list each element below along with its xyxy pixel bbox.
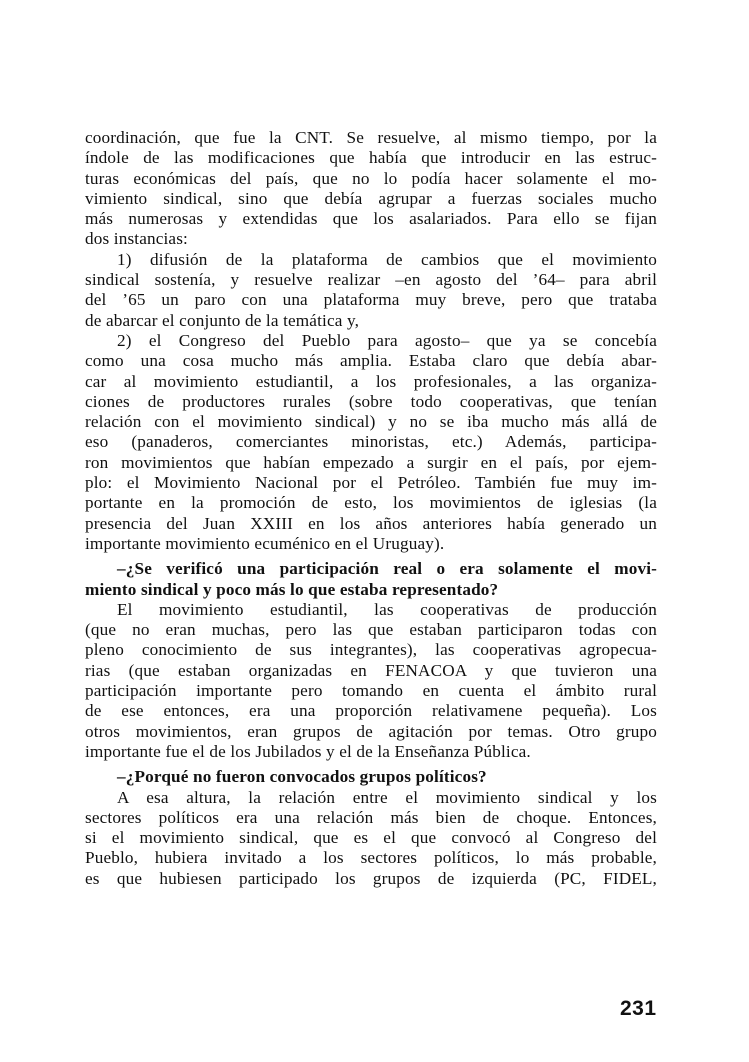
- question-line: miento sindical y poco más lo que estaba representado?: [85, 579, 499, 599]
- text-line: 2) el Congreso del Pueblo para agosto– que ya se concebía: [117, 330, 657, 350]
- text-line: turas económicas del país, que no lo podía hacer solamente el mo-: [85, 168, 657, 188]
- text-line: sindical sostenía, y resuelve realizar –en agosto del ’64– para abril: [85, 270, 657, 290]
- text-line: presencia del Juan XXIII en los años anteriores había generado un: [85, 513, 657, 533]
- text-line: plo: el Movimiento Nacional por el Petróleo. También fue muy im-: [85, 473, 657, 493]
- text-line: A esa altura, la relación entre el movimiento sindical y los: [117, 787, 657, 807]
- text-line: ron movimientos que habían empezado a surgir en el país, por ejem-: [85, 452, 657, 472]
- body-text: [85, 128, 657, 889]
- text-line: pleno conocimiento de sus integrantes), las cooperativas agropecua-: [85, 640, 657, 660]
- text-line: del ’65 un paro con una plataforma muy breve, pero que trataba: [85, 290, 657, 310]
- text-line: 1) difusión de la plataforma de cambios que el movimiento: [117, 249, 657, 269]
- page-number: 231: [620, 997, 657, 1020]
- text-line: ciones de productores rurales (sobre todo cooperativas, que tenían: [85, 391, 657, 411]
- text-line: eso (panaderos, comerciantes minoristas, etc.) Además, participa-: [85, 432, 657, 452]
- text-line: Pueblo, hubiera invitado a los sectores políticos, lo más probable,: [85, 848, 657, 868]
- text-line: si el movimiento sindical, que es el que convocó al Congreso del: [85, 828, 657, 848]
- text-line: otros movimientos, eran grupos de agitación por temas. Otro grupo: [85, 721, 657, 741]
- text-line: de ese entonces, era una proporción relativamene pequeña). Los: [85, 701, 657, 721]
- text-line: relación con el movimiento sindical) y no se iba mucho más allá de: [85, 412, 657, 432]
- text-line: sectores políticos era una relación más bien de choque. Entonces,: [85, 807, 657, 827]
- text-line: (que no eran muchas, pero las que estaban participaron todas con: [85, 620, 657, 640]
- text-line: coordinación, que fue la CNT. Se resuelve, al mismo tiempo, por la: [85, 128, 657, 147]
- question-line: –¿Se verificó una participación real o era solamente el movi-: [117, 559, 657, 579]
- text-line: El movimiento estudiantil, las cooperativas de producción: [117, 599, 657, 619]
- text-line: más numerosas y extendidas que los asalariados. Para ello se fijan: [85, 209, 657, 229]
- text-line: de abarcar el conjunto de la temática y,: [85, 310, 360, 330]
- text-line: vimiento sindical, sino que debía agrupar a fuerzas sociales mucho: [85, 188, 657, 208]
- text-line: índole de las modificaciones que había que introducir en las estruc-: [85, 148, 657, 168]
- text-line: importante fue el de los Jubilados y el de la Enseñanza Pública.: [85, 741, 531, 761]
- text-line: es que hubiesen participado los grupos de izquierda (PC, FIDEL,: [85, 868, 657, 888]
- text-line: car al movimiento estudiantil, a los profesionales, a las organiza-: [85, 371, 657, 391]
- text-line: portante en la promoción de esto, los movimientos de iglesias (la: [85, 493, 657, 513]
- question-line: –¿Porqué no fueron convocados grupos políticos?: [117, 767, 487, 787]
- text-line: participación importante pero tomando en cuenta el ámbito rural: [85, 681, 657, 701]
- text-line: importante movimiento ecuménico en el Uruguay).: [85, 533, 445, 553]
- text-line: como una cosa mucho más amplia. Estaba claro que debía abar-: [85, 351, 657, 371]
- text-line: rias (que estaban organizadas en FENACOA y que tuvieron una: [85, 660, 657, 680]
- text-line: dos instancias:: [85, 229, 188, 249]
